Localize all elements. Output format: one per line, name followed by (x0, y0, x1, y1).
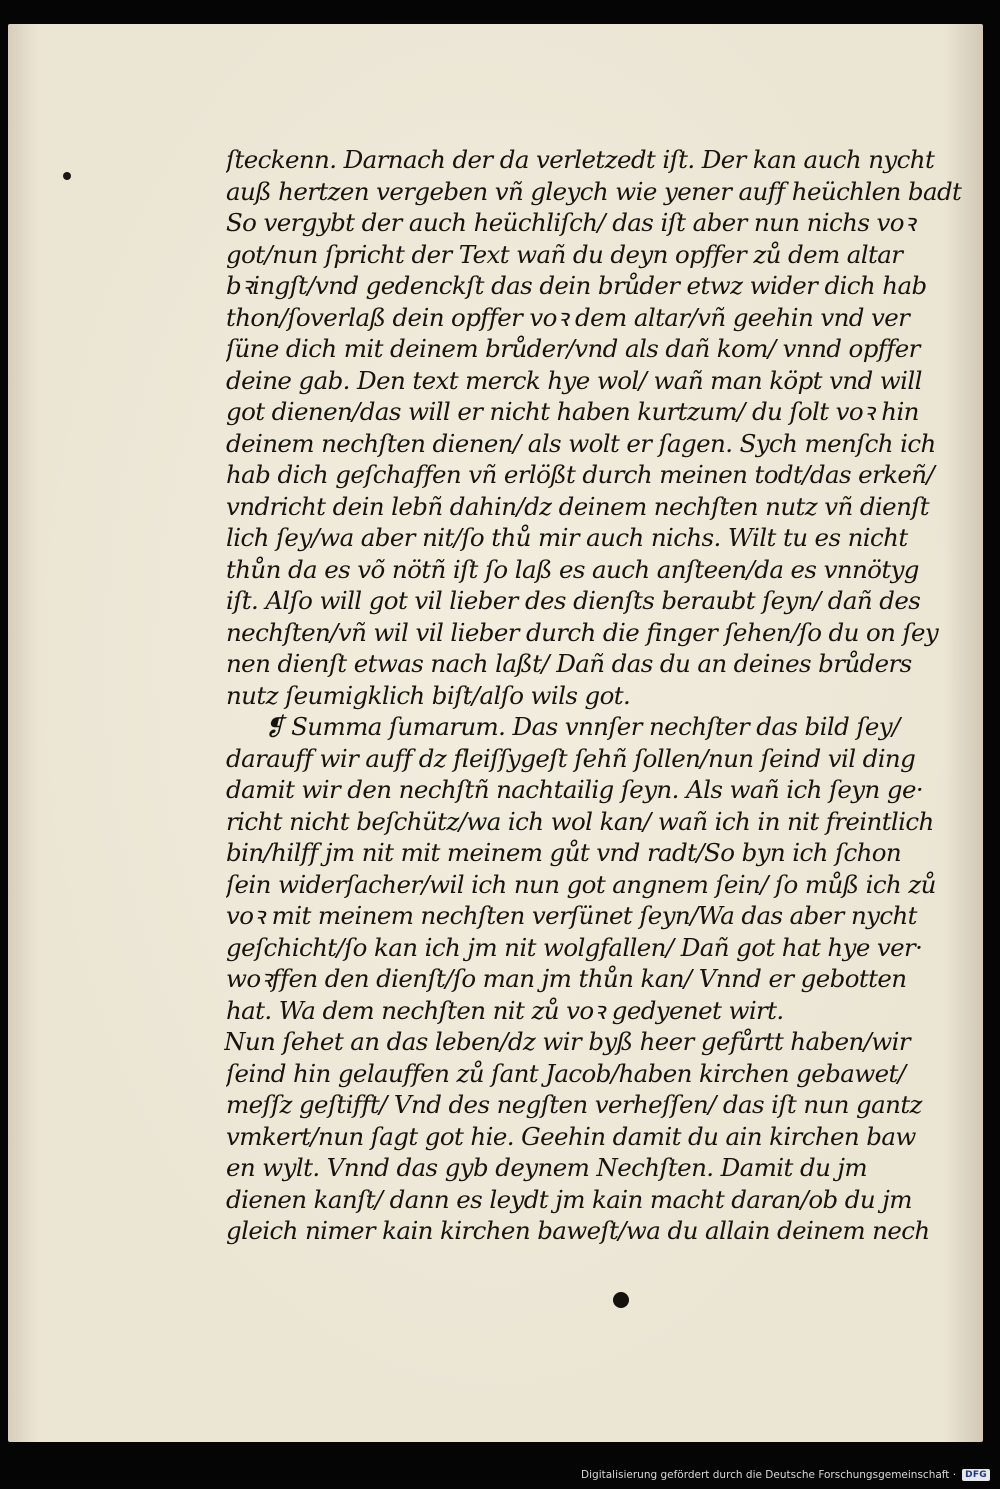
text-line: dienen kanſt/ dann es leydt jm kain macht daran/ob du jm (226, 1184, 912, 1214)
text-line: en wylt. Vnnd das gyb deynem Nechſten. Damit du jm (226, 1153, 868, 1182)
text-line: iſt. Alſo will got vil lieber des dienſts beraubt ſeyn/ dañ des (226, 586, 921, 615)
text-line: ſein widerſacher/wil ich nun got angnem ſein/ ſo můß ich zů (226, 869, 936, 899)
text-line: hat. Wa dem nechſten nit zů voꝛ gedyenet wirt. (226, 995, 784, 1025)
text-line: nechſten/vñ wil vil lieber durch die finger ſehen/ſo du on ſey (226, 617, 939, 647)
text-line: So vergybt der auch heüchliſch/ das iſt aber nun nichs voꝛ (226, 208, 915, 237)
text-line: got dienen/das will er nicht haben kurtzum/ du ſolt voꝛ hin (226, 397, 919, 426)
book-page (8, 24, 983, 1442)
text-line: got/nun ſpricht der Text wañ du deyn opffer zů dem altar (226, 239, 903, 269)
text-line: voꝛ mit meinem nechſten verſünet ſeyn/Wa das aber nycht (226, 901, 917, 930)
text-line: auß hertzen vergeben vñ gleych wie yener auff heüchlen badt (226, 176, 962, 206)
margin-dot-icon (63, 172, 71, 180)
text-line: bꝛingſt/vnd gedenckſt das dein brůder etwz wider dich hab (226, 271, 927, 300)
text-line: deine gab. Den text merck hye wol/ wañ man köpt vnd will (226, 365, 922, 395)
text-line: ſüne dich mit deinem brůder/vnd als dañ kom/ vnnd opffer (226, 334, 920, 363)
text-line: thůn da es võ nötñ iſt ſo laß es auch anſteen/da es vnnötyg (226, 554, 919, 584)
text-line: damit wir den nechſtñ nachtailig ſeyn. Als wañ ich ſeyn ge· (226, 775, 924, 804)
text-line: meſſz geſtifft/ Vnd des negſten verheſſen/ das iſt nun gantz (226, 1090, 922, 1119)
text-line: hab dich geſchaffen vñ erlößt durch meinen todt/das erkeñ/ (226, 460, 935, 489)
signature-dot-icon (613, 1292, 629, 1308)
text-line: nen dienſt etwas nach laßt/ Dañ das du an deines brůders (226, 649, 912, 678)
text-line: thon/ſoverlaß dein opffer voꝛ dem altar/vñ geehin vnd ver (226, 302, 910, 332)
text-line: geſchicht/ſo kan ich jm nit wolgfallen/ Dañ got hat hye ver· (226, 932, 923, 962)
text-line: darauff wir auff dz fleiſſygeſt ſehñ ſollen/nun ſeind vil ding (226, 743, 916, 773)
page-text (226, 144, 966, 1247)
text-line: bin/hilff jm nit mit meinem gůt vnd radt/So byn ich ſchon (226, 838, 902, 867)
text-line: lich ſey/wa aber nit/ſo thů mir auch nichs. Wilt tu es nicht (226, 523, 908, 552)
digitization-footer (581, 1465, 990, 1485)
text-line: deinem nechſten dienen/ als wolt er ſagen. Sych menſch ich (226, 428, 936, 458)
text-line: gleich nimer kain kirchen baweſt/wa du allain deinem nech (226, 1216, 930, 1245)
dfg-logo-icon: DFG (962, 1469, 990, 1481)
text-line: nutz ſeumigklich biſt/alſo wils got. (226, 680, 631, 710)
text-line: vndricht dein lebñ dahin/dz deinem nechſten nutz vñ dienſt (226, 491, 929, 521)
text-line: richt nicht beſchütz/wa ich wol kan/ wañ ich in nit freintlich (226, 806, 934, 836)
text-line: ſeind hin gelauffen zů ſant Jacob/haben kirchen gebawet/ (226, 1058, 906, 1088)
paragraph-start-line: ❡ Summa ſumarum. Das vnnſer nechſter das bild ſey/ (264, 712, 900, 741)
text-line: vmkert/nun ſagt got hie. Geehin damit du ain kirchen baw (226, 1121, 916, 1151)
paragraph-start-line: Nun ſehet an das leben/dz wir byß heer gefůrtt haben/wir (224, 1027, 911, 1056)
footer-credit: Digitalisierung gefördert durch die Deutsche Forschungsgemeinschaft · (581, 1469, 957, 1481)
text-line: ſteckenn. Darnach der da verletzedt iſt. Der kan auch nycht (226, 145, 935, 174)
text-line: woꝛffen den dienſt/ſo man jm thůn kan/ Vnnd er gebotten (226, 964, 907, 993)
